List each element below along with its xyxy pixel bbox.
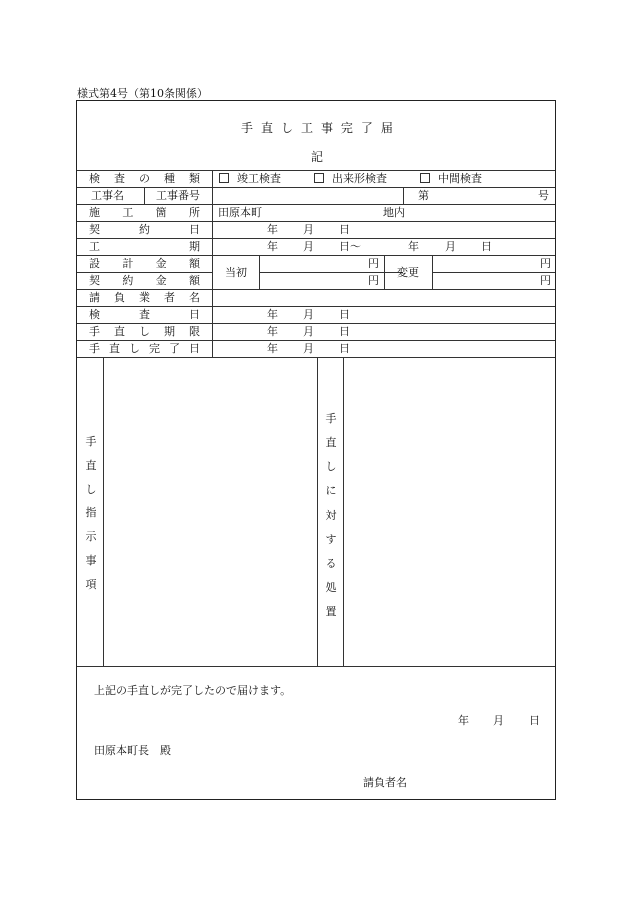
addressee: 田原本町長 殿	[94, 744, 171, 757]
contract-date-label: 契 約 日	[89, 223, 200, 236]
ki-label: 記	[311, 150, 324, 164]
site-value: 田原本町	[218, 206, 262, 219]
design-initial-yen: 円	[368, 257, 379, 270]
row-line	[77, 187, 555, 188]
label-column-divider	[212, 170, 213, 357]
response-divider	[343, 357, 344, 666]
report-date-day: 日	[529, 714, 540, 727]
form-title: 手 直 し 工 事 完 了 届	[241, 121, 393, 135]
instructions-divider	[103, 357, 104, 666]
checkbox-icon	[420, 173, 430, 183]
date-month: 月	[303, 308, 314, 321]
row-line	[77, 238, 555, 239]
option-label: 竣工検査	[237, 172, 281, 185]
checkbox-icon	[314, 173, 324, 183]
contractor-label: 請 負 業 者 名	[89, 291, 200, 304]
date-day: 日	[481, 240, 492, 253]
date-year: 年	[267, 325, 278, 338]
checkbox-icon	[219, 173, 229, 183]
response-divider	[317, 357, 318, 666]
row-line	[77, 221, 555, 222]
period-label: 工 期	[89, 240, 200, 253]
date-day: 日	[339, 308, 350, 321]
site-suffix: 地内	[383, 206, 405, 219]
option-progress-inspection[interactable]	[314, 173, 387, 184]
instructions-label: 手 直 し 指 示 事 項	[85, 435, 97, 591]
date-day: 日	[339, 325, 350, 338]
option-completion-inspection[interactable]	[219, 173, 281, 184]
site-label: 施 工 箇 所	[89, 206, 200, 219]
inspection-date-label: 検 査 日	[89, 308, 200, 321]
completion-statement: 上記の手直しが完了したので届けます。	[94, 684, 292, 697]
row-line	[77, 666, 555, 667]
date-day: 日	[339, 342, 350, 355]
fix-completion-label: 手 直 し 完 了 日	[89, 342, 200, 355]
option-label: 中間検査	[438, 172, 482, 185]
row-line	[77, 357, 555, 358]
design-amount-label: 設 計 金 額	[89, 257, 200, 270]
completion-report-form	[76, 100, 556, 800]
amount-divider	[384, 255, 385, 289]
row-line	[259, 272, 403, 273]
change-label: 変更	[397, 266, 419, 279]
go-label: 号	[538, 189, 549, 202]
dai-label: 第	[418, 189, 429, 202]
row-line	[77, 289, 555, 290]
date-month: 月	[303, 223, 314, 236]
date-year: 年	[267, 240, 278, 253]
date-year: 年	[267, 342, 278, 355]
date-month: 月	[303, 342, 314, 355]
contract-change-yen: 円	[540, 274, 551, 287]
date-year: 年	[408, 240, 419, 253]
construction-number-divider	[403, 187, 404, 204]
option-label: 出来形検査	[332, 172, 387, 185]
report-date-month: 月	[493, 714, 504, 727]
fix-deadline-label: 手 直 し 期 限	[89, 325, 200, 338]
row-line	[77, 272, 212, 273]
construction-name-divider	[144, 187, 145, 204]
construction-number-label: 工事番号	[156, 189, 200, 202]
inspection-type-label: 検 査 の 種 類	[89, 172, 200, 185]
contract-initial-yen: 円	[368, 274, 379, 287]
construction-name-label: 工事名	[91, 189, 124, 202]
row-line	[77, 323, 555, 324]
row-line	[77, 340, 555, 341]
contract-amount-label: 契 約 金 額	[89, 274, 200, 287]
option-interim-inspection[interactable]	[420, 173, 482, 184]
row-line	[77, 306, 555, 307]
date-month: 月	[445, 240, 456, 253]
date-year: 年	[267, 308, 278, 321]
form-code: 様式第4号（第10条関係）	[77, 87, 208, 100]
row-line	[77, 170, 555, 171]
period-start-day: 日～	[339, 240, 361, 253]
initial-label: 当初	[225, 266, 247, 279]
amount-divider	[432, 255, 433, 289]
signer-label: 請負者名	[363, 776, 407, 789]
date-month: 月	[303, 240, 314, 253]
response-label: 手 直 し に 対 す る 処 置	[325, 412, 337, 618]
row-line	[77, 255, 555, 256]
amount-divider	[259, 255, 260, 289]
date-day: 日	[339, 223, 350, 236]
date-month: 月	[303, 325, 314, 338]
row-line	[77, 204, 555, 205]
row-line	[432, 272, 555, 273]
date-year: 年	[267, 223, 278, 236]
report-date-year: 年	[458, 714, 469, 727]
design-change-yen: 円	[540, 257, 551, 270]
